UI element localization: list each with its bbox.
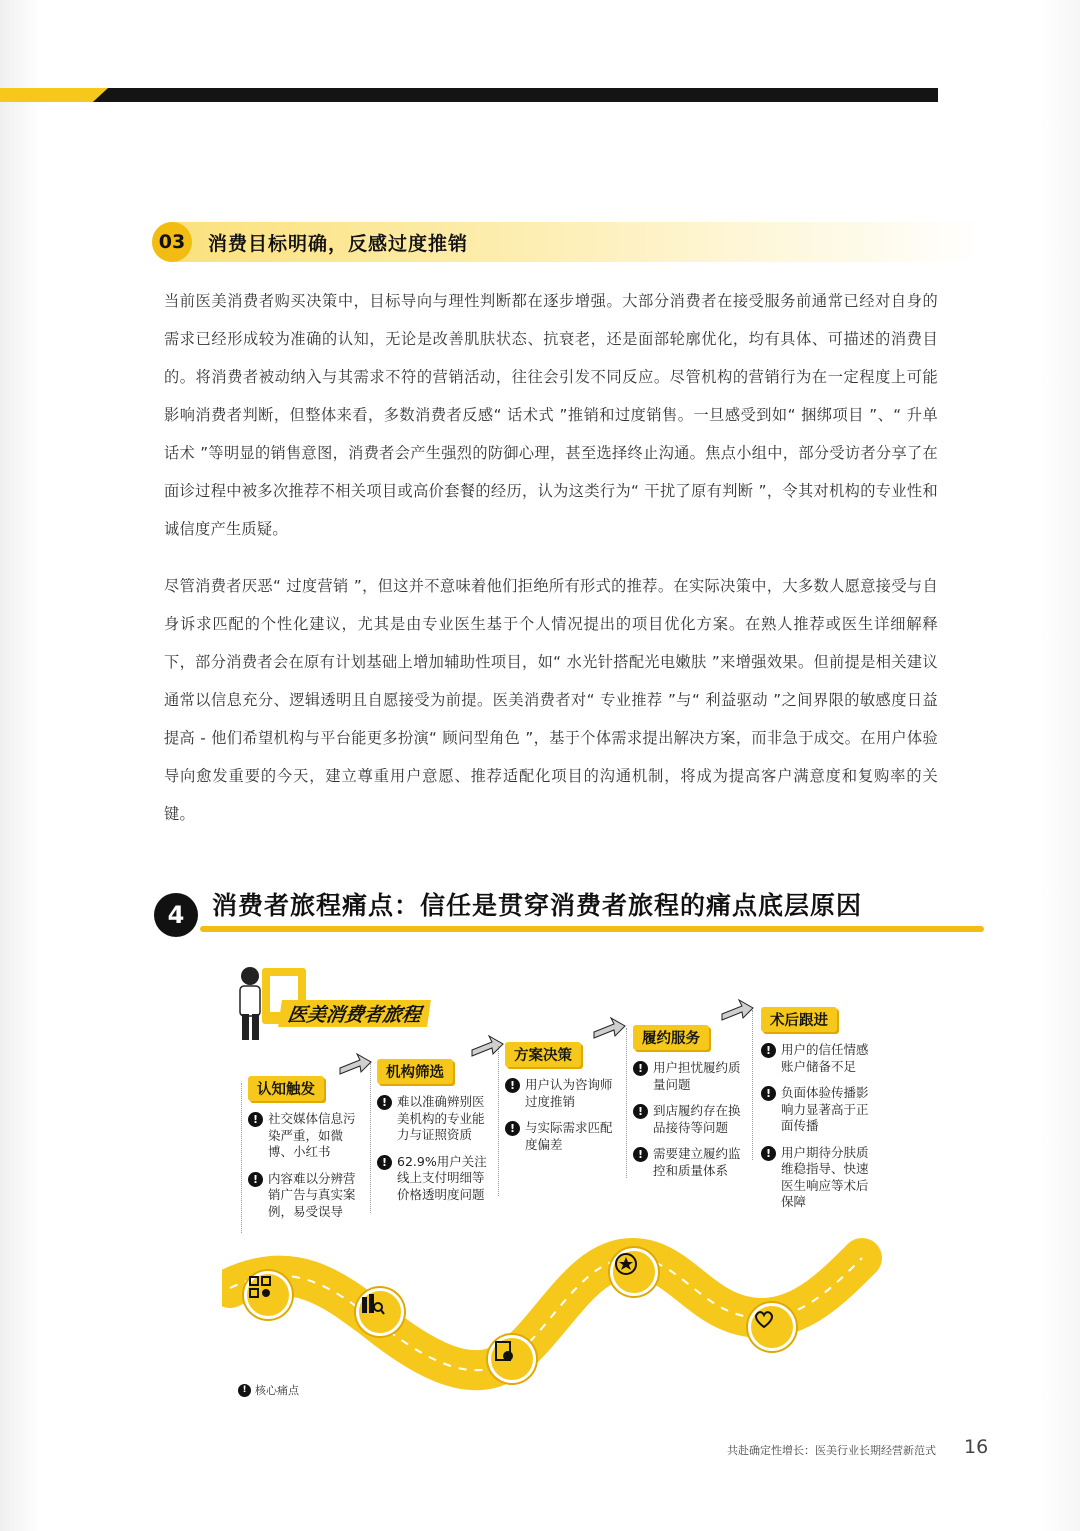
pain-point <box>761 1042 871 1075</box>
divider <box>626 1028 627 1178</box>
divider <box>498 1046 499 1196</box>
paragraph: 尽管消费者厌恶“ 过度营销 ”，但这并不意味着他们拒绝所有形式的推荐。在实际决策中，大多数人愿意接受与自身诉求匹配的个性化建议，尤其是由专业医生基于个人情况提出的项目优化方案。在熟人推荐或医生详细解释下，部分消费者会在原有计划基础上增加辅助性项目，如“ 水光针搭配光电嫩肤 ”来增强效果。但前提是相关建议通常以信息充分、逻辑透明且自愿接受为前提。医美消费者对“ 专业推荐 ”与“ 利益驱动 ”之间界限的敏感度日益提高 - 他们希望机构与平台能更多扮演“ 顾问型角色 ”，基于个体需求提出解决方案，而非急于成交。在用户体验导向愈发重要的今天，建立尊重用户意愿、推荐适配化项目的沟通机制，将成为提高客户满意度和复购率的关键。 <box>164 577 938 823</box>
section-3-heading <box>152 222 982 262</box>
header-bar <box>0 88 938 102</box>
stage-awareness <box>248 1076 358 1220</box>
stage-label: 履约服务 <box>633 1025 709 1050</box>
pain-point <box>633 1060 743 1093</box>
pain-point <box>377 1094 487 1144</box>
stage-screening <box>377 1059 487 1203</box>
pain-text: 需要建立履约监控和质量体系 <box>653 1146 741 1178</box>
paragraph: 当前医美消费者购买决策中，目标导向与理性判断都在逐步增强。大部分消费者在接受服务前通常已经对自身的需求已经形成较为准确的认知，无论是改善肌肤状态、抗衰老，还是面部轮廓优化，均有具体、可描述的消费目的。将消费者被动纳入与其需求不符的营销活动，往往会引发不同反应。尽管机构的营销行为在一定程度上可能影响消费者判断，但整体来看，多数消费者反感“ 话术式 ”推销和过度销售。一旦感受到如“ 捆绑项目 ”、“ 升单话术 ”等明显的销售意图，消费者会产生强烈的防御心理，甚至选择终止沟通。焦点小组中，部分受访者分享了在面诊过程中被多次推荐不相关项目或高价套餐的经历，认为这类行为“ 干扰了原有判断 ”，令其对机构的专业性和诚信度产生质疑。 <box>164 292 938 538</box>
pain-text: 负面体验传播影响力显著高于正面传播 <box>781 1085 869 1133</box>
pain-text: 62.9%用户关注线上支付明细等价格透明度问题 <box>397 1153 487 1202</box>
alert-icon: ! <box>377 1095 392 1110</box>
pain-point <box>377 1154 487 1204</box>
header-accent <box>0 88 108 102</box>
alert-icon: ! <box>377 1155 392 1170</box>
journey-title: 医美消费者旅程 <box>278 1000 431 1027</box>
alert-icon: ! <box>505 1078 520 1093</box>
pain-text: 到店履约存在换品接待等问题 <box>653 1103 741 1135</box>
alert-icon: ! <box>248 1112 263 1127</box>
alert-icon: ! <box>633 1147 648 1162</box>
pain-point <box>761 1145 871 1211</box>
stage-aftercare <box>761 1007 871 1211</box>
stage-decision <box>505 1042 615 1153</box>
stage-label: 方案决策 <box>505 1042 581 1067</box>
section-title: 消费者旅程痛点：信任是贯穿消费者旅程的痛点底层原因 <box>212 891 863 920</box>
section-number-badge: 4 <box>154 893 198 937</box>
journey-infographic <box>222 958 882 1403</box>
page-number: 16 <box>964 1436 989 1458</box>
divider <box>752 1010 753 1160</box>
heart-care-icon <box>748 1303 796 1351</box>
pain-point <box>505 1120 615 1153</box>
pain-point <box>248 1171 358 1221</box>
alert-icon: ! <box>761 1086 776 1101</box>
alert-icon: ! <box>248 1172 263 1187</box>
stage-fulfillment <box>633 1025 743 1179</box>
alert-icon: ! <box>633 1104 648 1119</box>
divider <box>241 1083 242 1233</box>
pain-point <box>248 1111 358 1161</box>
pain-text: 内容难以分辨营销广告与真实案例，易受误导 <box>268 1170 356 1219</box>
pain-text: 用户担忧履约质量问题 <box>653 1060 741 1092</box>
pain-text: 用户认为咨询师过度推销 <box>525 1077 613 1109</box>
alert-icon: ! <box>761 1146 776 1161</box>
alert-icon: ! <box>761 1043 776 1058</box>
alert-icon: ! <box>505 1121 520 1136</box>
quality-badge-icon <box>610 1248 658 1296</box>
pain-text: 社交媒体信息污染严重，如微博、小红书 <box>268 1111 356 1159</box>
alert-icon: ! <box>633 1061 648 1076</box>
footer-text: 共赴确定性增长：医美行业长期经营新范式 <box>727 1444 936 1457</box>
alert-icon: ! <box>238 1384 251 1397</box>
section-title: 消费目标明确，反感过度推销 <box>208 233 469 255</box>
legend <box>238 1382 299 1398</box>
pain-point <box>633 1146 743 1179</box>
certificate-icon <box>488 1335 536 1383</box>
building-search-icon <box>356 1288 404 1336</box>
pain-text: 与实际需求匹配度偏差 <box>525 1120 613 1152</box>
legend-label: 核心痛点 <box>255 1384 299 1397</box>
section-number: 03 <box>152 222 192 262</box>
pain-point <box>761 1085 871 1135</box>
stage-label: 认知触发 <box>248 1076 324 1101</box>
stage-label: 机构筛选 <box>377 1059 453 1084</box>
stage-label: 术后跟进 <box>761 1007 837 1032</box>
social-media-icon <box>244 1271 292 1319</box>
pain-point <box>505 1077 615 1110</box>
pain-text: 用户的信任情感账户储备不足 <box>781 1042 869 1074</box>
pain-text: 用户期待分肤质维稳指导、快速医生响应等术后保障 <box>781 1144 869 1209</box>
divider <box>370 1063 371 1213</box>
title-underline <box>200 926 984 932</box>
pain-text: 难以准确辨别医美机构的专业能力与证照资质 <box>397 1094 485 1142</box>
pain-point <box>633 1103 743 1136</box>
